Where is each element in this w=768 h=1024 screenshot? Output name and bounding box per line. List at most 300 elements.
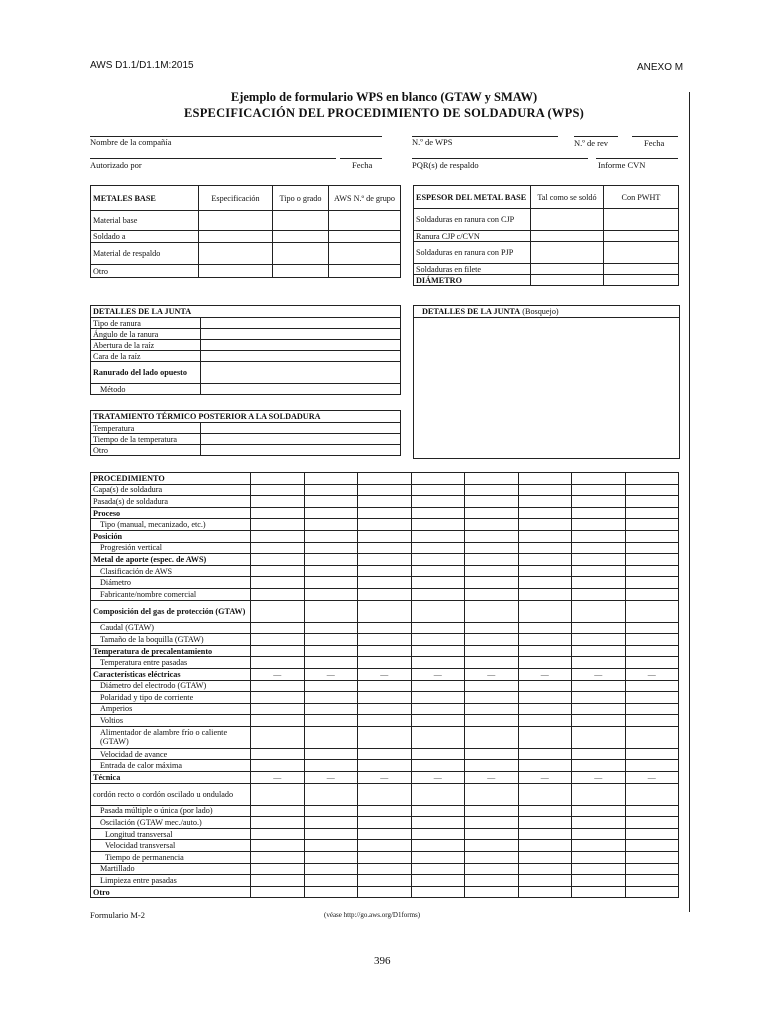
cell[interactable] — [201, 340, 401, 351]
procedure-cell[interactable] — [304, 805, 358, 817]
procedure-cell[interactable] — [465, 542, 519, 554]
procedure-cell[interactable] — [518, 530, 572, 542]
procedure-cell[interactable] — [358, 875, 412, 887]
procedure-cell[interactable] — [251, 657, 305, 669]
procedure-cell[interactable] — [625, 473, 679, 485]
procedure-cell[interactable] — [572, 634, 626, 646]
procedure-cell[interactable] — [304, 748, 358, 760]
procedure-cell[interactable] — [251, 519, 305, 531]
procedure-cell[interactable] — [625, 634, 679, 646]
procedure-cell[interactable] — [518, 484, 572, 496]
procedure-cell[interactable] — [411, 852, 465, 864]
base-metals-table — [90, 185, 401, 278]
procedure-cell[interactable] — [465, 692, 519, 704]
cell[interactable] — [201, 329, 401, 340]
procedure-cell[interactable] — [411, 530, 465, 542]
procedure-cell[interactable] — [518, 588, 572, 600]
procedure-cell[interactable] — [518, 805, 572, 817]
procedure-cell[interactable] — [465, 577, 519, 589]
procedure-cell[interactable] — [411, 783, 465, 805]
procedure-cell[interactable] — [304, 600, 358, 622]
procedure-cell[interactable] — [358, 760, 412, 772]
procedure-cell[interactable] — [518, 645, 572, 657]
procedure-cell[interactable] — [518, 600, 572, 622]
procedure-row — [91, 496, 679, 508]
procedure-cell[interactable] — [411, 484, 465, 496]
procedure-cell[interactable] — [304, 496, 358, 508]
cell[interactable] — [604, 275, 679, 286]
procedure-cell[interactable] — [625, 622, 679, 634]
procedure-cell[interactable] — [358, 542, 412, 554]
procedure-cell[interactable] — [465, 588, 519, 600]
procedure-cell[interactable] — [572, 554, 626, 566]
procedure-cell[interactable] — [304, 645, 358, 657]
procedure-cell[interactable] — [572, 473, 626, 485]
procedure-cell[interactable] — [625, 507, 679, 519]
procedure-cell[interactable] — [518, 875, 572, 887]
procedure-cell[interactable] — [304, 817, 358, 829]
procedure-cell[interactable] — [572, 507, 626, 519]
procedure-cell[interactable] — [465, 715, 519, 727]
procedure-cell[interactable] — [251, 726, 305, 748]
procedure-cell[interactable] — [518, 828, 572, 840]
procedure-cell[interactable] — [304, 703, 358, 715]
procedure-cell[interactable] — [625, 496, 679, 508]
procedure-cell[interactable] — [625, 783, 679, 805]
procedure-cell[interactable] — [304, 519, 358, 531]
procedure-cell[interactable] — [251, 817, 305, 829]
procedure-cell[interactable] — [518, 565, 572, 577]
procedure-cell[interactable] — [465, 622, 519, 634]
procedure-cell[interactable] — [465, 748, 519, 760]
procedure-cell[interactable] — [251, 760, 305, 772]
procedure-cell[interactable] — [572, 817, 626, 829]
procedure-cell[interactable] — [465, 554, 519, 566]
procedure-cell[interactable] — [411, 577, 465, 589]
cell[interactable] — [531, 209, 604, 231]
procedure-cell[interactable] — [358, 863, 412, 875]
procedure-cell[interactable] — [465, 783, 519, 805]
procedure-cell[interactable] — [518, 634, 572, 646]
procedure-cell[interactable] — [465, 645, 519, 657]
procedure-cell[interactable] — [518, 496, 572, 508]
cell[interactable] — [329, 243, 401, 265]
procedure-cell[interactable] — [358, 657, 412, 669]
procedure-cell[interactable] — [465, 496, 519, 508]
header-dash: — — [411, 772, 465, 784]
procedure-cell[interactable] — [572, 726, 626, 748]
procedure-cell[interactable] — [411, 840, 465, 852]
procedure-cell[interactable] — [572, 680, 626, 692]
cell[interactable] — [273, 265, 329, 278]
procedure-row — [91, 886, 679, 898]
procedure-cell[interactable] — [358, 703, 412, 715]
procedure-cell[interactable] — [518, 554, 572, 566]
procedure-cell[interactable] — [572, 484, 626, 496]
procedure-cell[interactable] — [358, 886, 412, 898]
procedure-cell[interactable] — [304, 692, 358, 704]
procedure-cell[interactable] — [358, 588, 412, 600]
procedure-cell[interactable] — [465, 680, 519, 692]
cell[interactable] — [531, 264, 604, 275]
procedure-cell[interactable] — [625, 817, 679, 829]
procedure-cell[interactable] — [411, 657, 465, 669]
cell[interactable] — [273, 211, 329, 231]
procedure-cell[interactable] — [572, 657, 626, 669]
procedure-cell[interactable] — [251, 783, 305, 805]
procedure-cell[interactable] — [251, 565, 305, 577]
procedure-cell[interactable] — [572, 530, 626, 542]
procedure-cell[interactable] — [625, 519, 679, 531]
procedure-cell[interactable] — [518, 760, 572, 772]
form-number: Formulario M-2 — [90, 910, 146, 920]
procedure-cell[interactable] — [304, 565, 358, 577]
procedure-cell[interactable] — [411, 565, 465, 577]
procedure-cell[interactable] — [358, 817, 412, 829]
cell[interactable] — [604, 242, 679, 264]
procedure-cell[interactable] — [358, 496, 412, 508]
procedure-cell[interactable] — [411, 748, 465, 760]
procedure-cell[interactable] — [625, 863, 679, 875]
procedure-cell[interactable] — [358, 554, 412, 566]
procedure-cell[interactable] — [625, 852, 679, 864]
procedure-cell[interactable] — [625, 542, 679, 554]
procedure-cell[interactable] — [625, 484, 679, 496]
procedure-cell[interactable] — [518, 692, 572, 704]
procedure-cell[interactable] — [304, 542, 358, 554]
procedure-cell[interactable] — [572, 622, 626, 634]
procedure-cell[interactable] — [304, 530, 358, 542]
procedure-cell[interactable] — [625, 805, 679, 817]
procedure-cell[interactable] — [572, 875, 626, 887]
procedure-cell[interactable] — [411, 805, 465, 817]
cell[interactable] — [201, 362, 401, 384]
cell[interactable] — [201, 423, 401, 434]
procedure-cell[interactable] — [304, 588, 358, 600]
procedure-cell[interactable] — [465, 817, 519, 829]
procedure-cell[interactable] — [304, 680, 358, 692]
procedure-cell[interactable] — [465, 760, 519, 772]
procedure-cell[interactable] — [518, 886, 572, 898]
procedure-cell[interactable] — [251, 703, 305, 715]
procedure-cell[interactable] — [411, 496, 465, 508]
procedure-cell[interactable] — [518, 726, 572, 748]
procedure-cell[interactable] — [358, 783, 412, 805]
cell[interactable] — [201, 318, 401, 329]
procedure-cell[interactable] — [251, 852, 305, 864]
procedure-cell[interactable] — [411, 863, 465, 875]
procedure-cell[interactable] — [625, 657, 679, 669]
procedure-cell[interactable] — [465, 840, 519, 852]
cell[interactable] — [531, 231, 604, 242]
procedure-cell[interactable] — [411, 760, 465, 772]
procedure-cell[interactable] — [572, 692, 626, 704]
procedure-cell[interactable] — [465, 805, 519, 817]
procedure-cell[interactable] — [251, 692, 305, 704]
procedure-cell[interactable] — [251, 496, 305, 508]
procedure-cell[interactable] — [465, 657, 519, 669]
procedure-cell[interactable] — [251, 634, 305, 646]
procedure-cell[interactable] — [358, 519, 412, 531]
procedure-cell[interactable] — [358, 805, 412, 817]
procedure-cell[interactable] — [358, 828, 412, 840]
procedure-cell[interactable] — [304, 840, 358, 852]
cell[interactable] — [201, 445, 401, 456]
procedure-cell[interactable] — [411, 817, 465, 829]
procedure-cell[interactable] — [358, 645, 412, 657]
procedure-cell[interactable] — [251, 542, 305, 554]
procedure-cell[interactable] — [304, 622, 358, 634]
procedure-cell[interactable] — [304, 634, 358, 646]
procedure-cell[interactable] — [304, 852, 358, 864]
procedure-cell[interactable] — [411, 634, 465, 646]
procedure-cell[interactable] — [358, 726, 412, 748]
procedure-cell[interactable] — [411, 473, 465, 485]
procedure-cell[interactable] — [465, 726, 519, 748]
procedure-cell[interactable] — [465, 703, 519, 715]
procedure-cell[interactable] — [358, 680, 412, 692]
cell[interactable] — [273, 231, 329, 243]
procedure-cell[interactable] — [625, 828, 679, 840]
diameter-label: DIÁMETRO — [414, 275, 531, 286]
procedure-cell[interactable] — [304, 507, 358, 519]
cell[interactable] — [604, 209, 679, 231]
procedure-cell[interactable] — [518, 577, 572, 589]
cell[interactable] — [201, 351, 401, 362]
procedure-cell[interactable] — [465, 530, 519, 542]
procedure-cell[interactable] — [304, 726, 358, 748]
procedure-cell[interactable] — [411, 692, 465, 704]
procedure-cell[interactable] — [465, 875, 519, 887]
procedure-cell[interactable] — [572, 748, 626, 760]
procedure-cell[interactable] — [358, 852, 412, 864]
procedure-cell[interactable] — [304, 715, 358, 727]
procedure-cell[interactable] — [625, 726, 679, 748]
procedure-cell[interactable] — [572, 565, 626, 577]
procedure-cell[interactable] — [572, 645, 626, 657]
procedure-cell[interactable] — [304, 875, 358, 887]
procedure-cell[interactable] — [518, 852, 572, 864]
procedure-cell[interactable] — [304, 886, 358, 898]
procedure-cell[interactable] — [465, 600, 519, 622]
procedure-cell[interactable] — [411, 875, 465, 887]
procedure-cell[interactable] — [625, 645, 679, 657]
rev-no-label: N.º de rev — [574, 138, 609, 148]
procedure-cell[interactable] — [251, 828, 305, 840]
sketch-sub: (Bosquejo) — [522, 307, 559, 316]
procedure-cell[interactable] — [358, 715, 412, 727]
procedure-cell[interactable] — [251, 554, 305, 566]
procedure-cell[interactable] — [625, 875, 679, 887]
procedure-cell[interactable] — [572, 886, 626, 898]
procedure-cell[interactable] — [572, 715, 626, 727]
procedure-cell[interactable] — [411, 680, 465, 692]
procedure-cell[interactable] — [518, 703, 572, 715]
cell[interactable] — [199, 243, 273, 265]
procedure-cell[interactable] — [625, 748, 679, 760]
procedure-cell[interactable] — [358, 692, 412, 704]
procedure-cell[interactable] — [518, 840, 572, 852]
procedure-cell[interactable] — [572, 828, 626, 840]
procedure-cell[interactable] — [304, 760, 358, 772]
procedure-cell[interactable] — [411, 600, 465, 622]
procedure-cell[interactable] — [465, 484, 519, 496]
procedure-cell[interactable] — [572, 863, 626, 875]
type-head: Tipo o grado — [273, 186, 329, 211]
procedure-cell[interactable] — [518, 783, 572, 805]
procedure-cell[interactable] — [251, 875, 305, 887]
procedure-cell[interactable] — [251, 645, 305, 657]
procedure-cell[interactable] — [304, 828, 358, 840]
procedure-cell[interactable] — [358, 634, 412, 646]
procedure-cell[interactable] — [358, 507, 412, 519]
procedure-cell[interactable] — [358, 473, 412, 485]
cell[interactable] — [604, 231, 679, 242]
cell[interactable] — [531, 275, 604, 286]
procedure-cell[interactable] — [251, 600, 305, 622]
procedure-cell[interactable] — [625, 554, 679, 566]
procedure-cell[interactable] — [411, 703, 465, 715]
cell[interactable] — [199, 211, 273, 231]
procedure-cell[interactable] — [572, 840, 626, 852]
procedure-cell[interactable] — [625, 703, 679, 715]
procedure-cell[interactable] — [251, 840, 305, 852]
procedure-cell[interactable] — [572, 496, 626, 508]
procedure-cell[interactable] — [625, 760, 679, 772]
procedure-cell[interactable] — [465, 565, 519, 577]
procedure-cell[interactable] — [625, 600, 679, 622]
procedure-cell[interactable] — [465, 473, 519, 485]
procedure-cell[interactable] — [411, 828, 465, 840]
procedure-cell[interactable] — [358, 565, 412, 577]
procedure-cell[interactable] — [411, 886, 465, 898]
cell[interactable] — [531, 242, 604, 264]
procedure-cell[interactable] — [572, 805, 626, 817]
procedure-cell[interactable] — [251, 748, 305, 760]
procedure-cell[interactable] — [251, 805, 305, 817]
procedure-cell[interactable] — [358, 577, 412, 589]
procedure-cell[interactable] — [465, 852, 519, 864]
procedure-cell[interactable] — [358, 840, 412, 852]
procedure-cell[interactable] — [518, 542, 572, 554]
procedure-cell[interactable] — [411, 622, 465, 634]
annex-label: ANEXO M — [637, 62, 684, 73]
procedure-cell[interactable] — [251, 680, 305, 692]
procedure-cell[interactable] — [518, 519, 572, 531]
procedure-cell[interactable] — [572, 519, 626, 531]
cell[interactable] — [199, 231, 273, 243]
procedure-cell[interactable] — [411, 588, 465, 600]
procedure-cell[interactable] — [358, 622, 412, 634]
procedure-cell[interactable] — [518, 748, 572, 760]
procedure-cell[interactable] — [251, 577, 305, 589]
procedure-cell[interactable] — [304, 484, 358, 496]
procedure-cell[interactable] — [625, 565, 679, 577]
joint-sketch-box[interactable] — [413, 305, 680, 459]
procedure-cell[interactable] — [518, 507, 572, 519]
procedure-cell[interactable] — [304, 473, 358, 485]
procedure-cell[interactable] — [572, 588, 626, 600]
procedure-cell[interactable] — [572, 542, 626, 554]
procedure-cell[interactable] — [358, 600, 412, 622]
procedure-cell[interactable] — [358, 484, 412, 496]
procedure-cell[interactable] — [411, 554, 465, 566]
procedure-row — [91, 530, 679, 542]
procedure-cell[interactable] — [411, 726, 465, 748]
procedure-cell[interactable] — [411, 542, 465, 554]
procedure-cell[interactable] — [465, 828, 519, 840]
cell[interactable] — [273, 243, 329, 265]
procedure-cell[interactable] — [625, 715, 679, 727]
procedure-cell[interactable] — [251, 473, 305, 485]
procedure-cell[interactable] — [625, 692, 679, 704]
procedure-cell[interactable] — [304, 783, 358, 805]
procedure-cell[interactable] — [518, 473, 572, 485]
procedure-cell[interactable] — [411, 715, 465, 727]
procedure-cell[interactable] — [251, 715, 305, 727]
procedure-cell[interactable] — [251, 863, 305, 875]
procedure-cell[interactable] — [572, 577, 626, 589]
procedure-cell[interactable] — [518, 817, 572, 829]
procedure-cell[interactable] — [411, 645, 465, 657]
procedure-cell[interactable] — [304, 554, 358, 566]
procedure-cell[interactable] — [251, 588, 305, 600]
procedure-cell[interactable] — [625, 588, 679, 600]
procedure-cell[interactable] — [625, 886, 679, 898]
procedure-cell[interactable] — [625, 680, 679, 692]
procedure-cell[interactable] — [572, 600, 626, 622]
procedure-cell[interactable] — [358, 530, 412, 542]
procedure-cell[interactable] — [251, 886, 305, 898]
procedure-cell[interactable] — [251, 507, 305, 519]
procedure-cell[interactable] — [465, 507, 519, 519]
cell[interactable] — [199, 265, 273, 278]
procedure-row-label: Técnica — [91, 772, 251, 784]
procedure-cell[interactable] — [518, 863, 572, 875]
cell[interactable] — [329, 265, 401, 278]
procedure-cell[interactable] — [465, 634, 519, 646]
procedure-cell[interactable] — [572, 783, 626, 805]
procedure-cell[interactable] — [625, 840, 679, 852]
procedure-cell[interactable] — [411, 507, 465, 519]
procedure-cell[interactable] — [251, 484, 305, 496]
procedure-cell[interactable] — [625, 530, 679, 542]
procedure-cell[interactable] — [518, 657, 572, 669]
cell[interactable] — [329, 211, 401, 231]
procedure-cell[interactable] — [625, 577, 679, 589]
procedure-cell[interactable] — [518, 622, 572, 634]
procedure-cell[interactable] — [518, 680, 572, 692]
procedure-cell[interactable] — [465, 519, 519, 531]
procedure-cell[interactable] — [358, 748, 412, 760]
procedure-cell[interactable] — [304, 863, 358, 875]
procedure-cell[interactable] — [251, 530, 305, 542]
cell[interactable] — [201, 434, 401, 445]
procedure-cell[interactable] — [251, 622, 305, 634]
procedure-cell[interactable] — [518, 715, 572, 727]
cell[interactable] — [604, 264, 679, 275]
cell[interactable] — [201, 384, 401, 395]
procedure-cell[interactable] — [572, 760, 626, 772]
procedure-cell[interactable] — [304, 657, 358, 669]
procedure-cell[interactable] — [572, 703, 626, 715]
cell[interactable] — [329, 231, 401, 243]
procedure-cell[interactable] — [411, 519, 465, 531]
procedure-cell[interactable] — [304, 577, 358, 589]
procedure-cell[interactable] — [465, 886, 519, 898]
procedure-cell[interactable] — [465, 863, 519, 875]
procedure-cell[interactable] — [572, 852, 626, 864]
